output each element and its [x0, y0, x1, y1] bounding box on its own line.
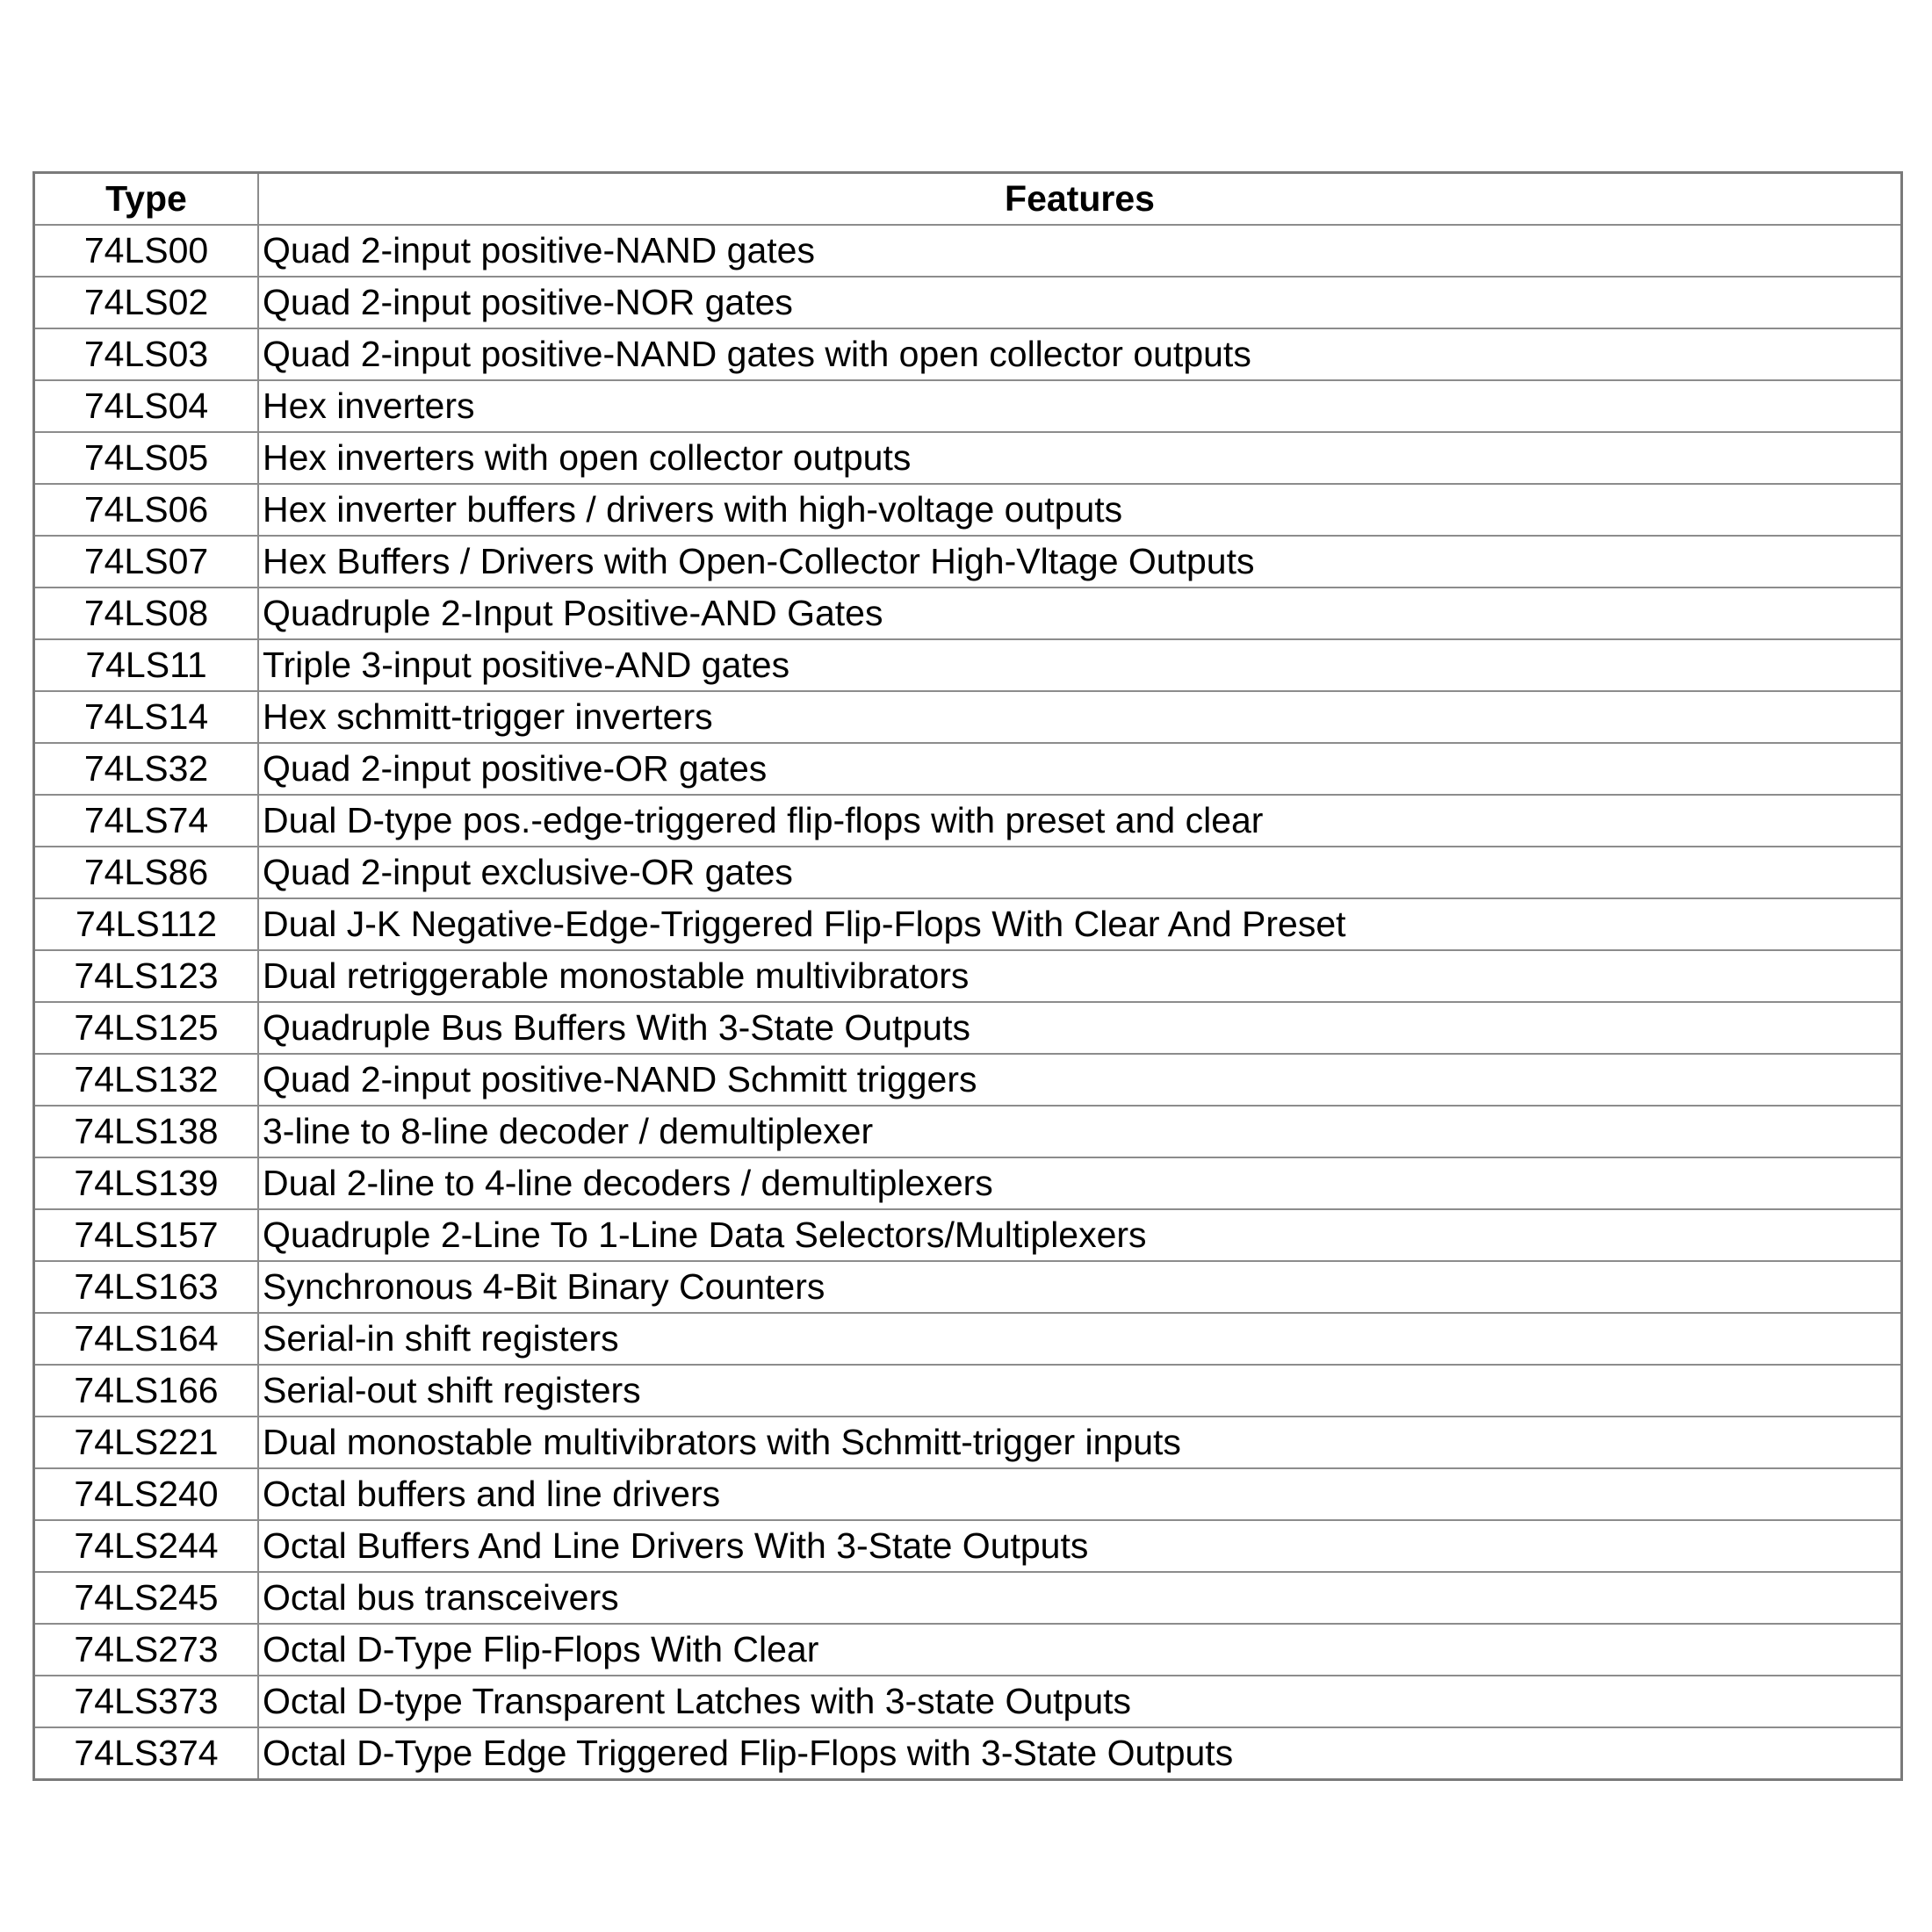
type-cell: 74LS240: [35, 1468, 258, 1520]
features-cell: Octal buffers and line drivers: [258, 1468, 1900, 1520]
type-cell: 74LS125: [35, 1002, 258, 1054]
type-cell: 74LS273: [35, 1624, 258, 1676]
features-cell: Octal Buffers And Line Drivers With 3-State Outputs: [258, 1520, 1900, 1572]
type-cell: 74LS164: [35, 1313, 258, 1365]
table-row: [35, 1417, 1900, 1468]
type-cell: 74LS132: [35, 1054, 258, 1106]
type-cell: 74LS166: [35, 1365, 258, 1417]
type-cell: 74LS05: [35, 432, 258, 484]
table-row: [35, 484, 1900, 536]
type-cell: 74LS157: [35, 1209, 258, 1261]
features-cell: Quad 2-input positive-OR gates: [258, 743, 1900, 795]
column-header-type: Type: [35, 174, 258, 225]
table-row: [35, 432, 1900, 484]
features-cell: Serial-in shift registers: [258, 1313, 1900, 1365]
type-cell: 74LS221: [35, 1417, 258, 1468]
features-cell: Quad 2-input exclusive-OR gates: [258, 847, 1900, 898]
features-cell: 3-line to 8-line decoder / demultiplexer: [258, 1106, 1900, 1157]
features-cell: Hex inverters with open collector outputs: [258, 432, 1900, 484]
type-cell: 74LS11: [35, 639, 258, 691]
type-cell: 74LS374: [35, 1727, 258, 1778]
type-cell: 74LS245: [35, 1572, 258, 1624]
features-cell: Dual monostable multivibrators with Schmitt-trigger inputs: [258, 1417, 1900, 1468]
table-row: [35, 847, 1900, 898]
features-cell: Quad 2-input positive-NAND gates: [258, 225, 1900, 277]
table-row: [35, 639, 1900, 691]
features-cell: Hex schmitt-trigger inverters: [258, 691, 1900, 743]
table-row: [35, 898, 1900, 950]
type-cell: 74LS08: [35, 588, 258, 639]
table-row: [35, 795, 1900, 847]
type-cell: 74LS14: [35, 691, 258, 743]
table-row: [35, 380, 1900, 432]
features-cell: Hex inverters: [258, 380, 1900, 432]
features-cell: Octal bus transceivers: [258, 1572, 1900, 1624]
features-cell: Quadruple 2-Input Positive-AND Gates: [258, 588, 1900, 639]
table-row: [35, 536, 1900, 588]
features-cell: Triple 3-input positive-AND gates: [258, 639, 1900, 691]
table-row: [35, 1054, 1900, 1106]
features-cell: Quad 2-input positive-NAND Schmitt triggers: [258, 1054, 1900, 1106]
features-cell: Dual 2-line to 4-line decoders / demultiplexers: [258, 1157, 1900, 1209]
table-row: [35, 691, 1900, 743]
type-cell: 74LS04: [35, 380, 258, 432]
features-cell: Dual D-type pos.-edge-triggered flip-flops with preset and clear: [258, 795, 1900, 847]
type-cell: 74LS163: [35, 1261, 258, 1313]
features-cell: Quad 2-input positive-NAND gates with open collector outputs: [258, 328, 1900, 380]
features-cell: Quad 2-input positive-NOR gates: [258, 277, 1900, 328]
table-row: [35, 1209, 1900, 1261]
type-cell: 74LS112: [35, 898, 258, 950]
table-row: [35, 1313, 1900, 1365]
features-cell: Dual retriggerable monostable multivibrators: [258, 950, 1900, 1002]
ic-table-frame: [32, 171, 1903, 1781]
table-row: [35, 1157, 1900, 1209]
table-row: [35, 1261, 1900, 1313]
type-cell: 74LS02: [35, 277, 258, 328]
table-row: [35, 328, 1900, 380]
table-row: [35, 1106, 1900, 1157]
features-cell: Octal D-Type Flip-Flops With Clear: [258, 1624, 1900, 1676]
features-cell: Serial-out shift registers: [258, 1365, 1900, 1417]
table-row: [35, 1468, 1900, 1520]
type-cell: 74LS32: [35, 743, 258, 795]
type-cell: 74LS06: [35, 484, 258, 536]
table-body: [35, 225, 1900, 1778]
table-row: [35, 588, 1900, 639]
ic-features-table: [35, 174, 1900, 1778]
type-cell: 74LS373: [35, 1676, 258, 1727]
type-cell: 74LS03: [35, 328, 258, 380]
table-row: [35, 1572, 1900, 1624]
table-row: [35, 277, 1900, 328]
table-row: [35, 1727, 1900, 1778]
table-row: [35, 743, 1900, 795]
features-cell: Octal D-type Transparent Latches with 3-state Outputs: [258, 1676, 1900, 1727]
type-cell: 74LS139: [35, 1157, 258, 1209]
features-cell: Hex inverter buffers / drivers with high-voltage outputs: [258, 484, 1900, 536]
features-cell: Dual J-K Negative-Edge-Triggered Flip-Flops With Clear And Preset: [258, 898, 1900, 950]
type-cell: 74LS07: [35, 536, 258, 588]
features-cell: Synchronous 4-Bit Binary Counters: [258, 1261, 1900, 1313]
features-cell: Hex Buffers / Drivers with Open-Collector High-Vltage Outputs: [258, 536, 1900, 588]
table-row: [35, 1002, 1900, 1054]
table-header-row: [35, 174, 1900, 225]
table-row: [35, 225, 1900, 277]
table-row: [35, 1365, 1900, 1417]
table-row: [35, 950, 1900, 1002]
column-header-features: Features: [258, 174, 1900, 225]
type-cell: 74LS244: [35, 1520, 258, 1572]
table-row: [35, 1520, 1900, 1572]
features-cell: Quadruple Bus Buffers With 3-State Outputs: [258, 1002, 1900, 1054]
features-cell: Octal D-Type Edge Triggered Flip-Flops with 3-State Outputs: [258, 1727, 1900, 1778]
table-row: [35, 1624, 1900, 1676]
table-row: [35, 1676, 1900, 1727]
type-cell: 74LS74: [35, 795, 258, 847]
type-cell: 74LS138: [35, 1106, 258, 1157]
type-cell: 74LS00: [35, 225, 258, 277]
features-cell: Quadruple 2-Line To 1-Line Data Selectors/Multiplexers: [258, 1209, 1900, 1261]
type-cell: 74LS123: [35, 950, 258, 1002]
type-cell: 74LS86: [35, 847, 258, 898]
